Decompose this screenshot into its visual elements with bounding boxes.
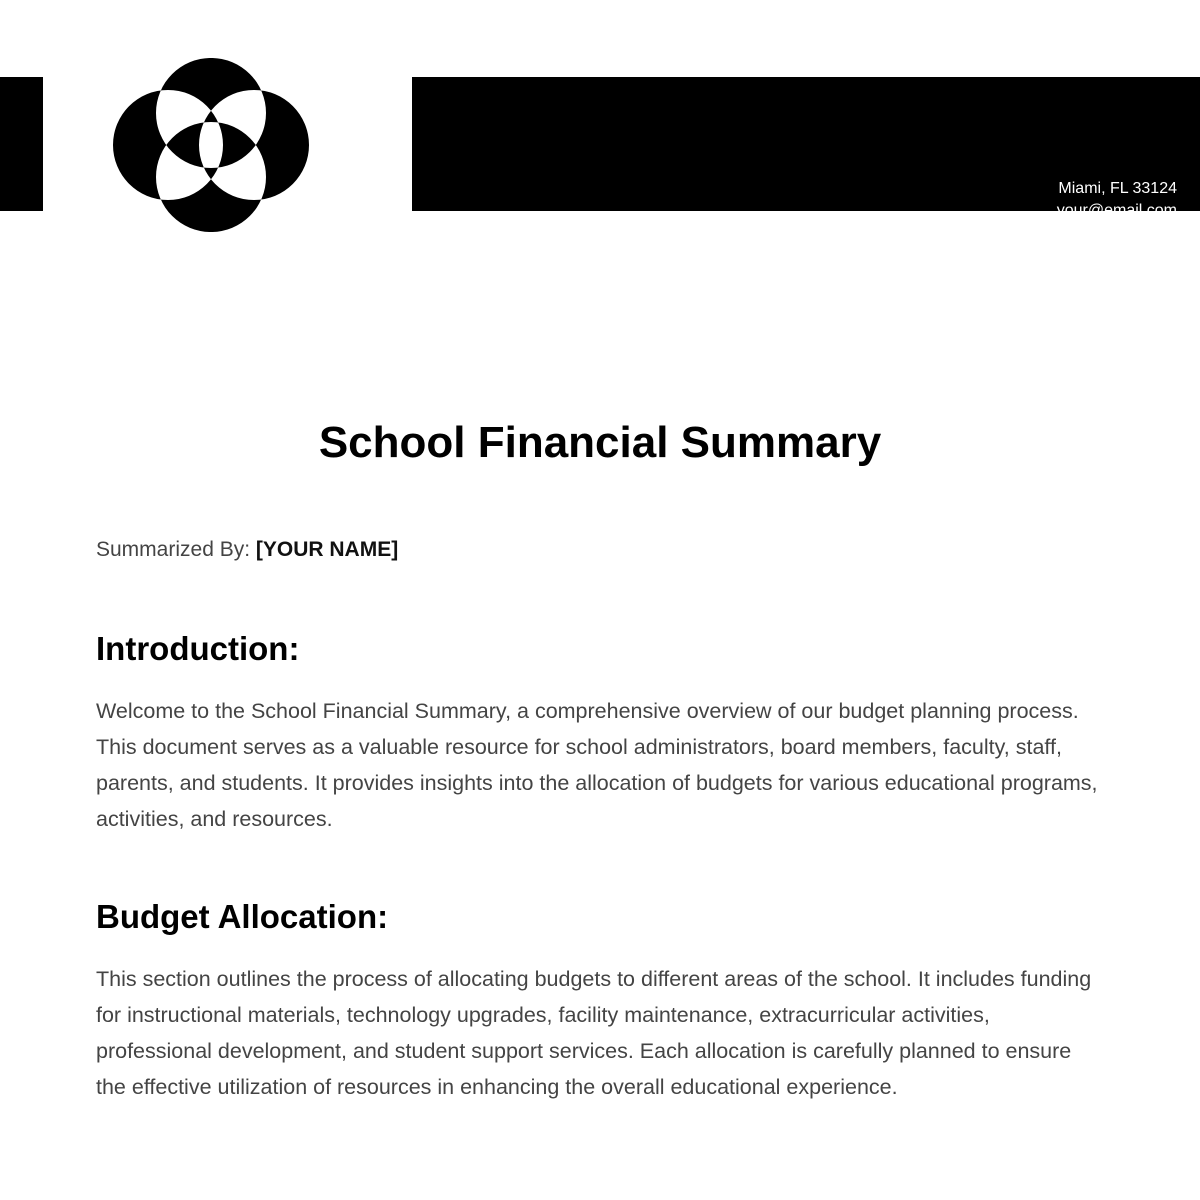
contact-phone: 222 555 777 [1088, 246, 1177, 263]
contact-address: Miami, FL 33124 [1058, 180, 1177, 197]
section-body-budget-allocation: This section outlines the process of allocating budgets to different areas of the school. It includes funding for instructional materials, technology upgrades, facility maintenance, extracurricular activities, professional development, and student support services. Each allocation is carefully planned to ensure the effective utilization of resources in enhancing the overall educational experience. [96, 967, 1092, 1099]
summarized-by [96, 538, 398, 562]
logo-icon [113, 58, 309, 232]
contact-website: Template.net [1085, 224, 1177, 241]
contact-info [1057, 178, 1177, 266]
summarized-by-value: [YOUR NAME] [255, 538, 399, 561]
summarized-by-label: Summarized By: [96, 538, 251, 561]
header-bar-left [0, 77, 43, 211]
header-bar-right [412, 77, 1200, 263]
section-heading-budget-allocation: Budget Allocation: [96, 898, 389, 935]
page-title: School Financial Summary [318, 418, 882, 467]
contact-email: your@email.com [1056, 202, 1177, 219]
section-body-introduction: Welcome to the School Financial Summary, a comprehensive overview of our budget planning process. This document serves as a valuable resource for school administrators, board members, faculty, staff, parents, and students. It provides insights into the allocation of budgets for various educational programs, activities, and resources. [96, 699, 1098, 831]
section-heading-introduction: Introduction: [96, 630, 300, 667]
